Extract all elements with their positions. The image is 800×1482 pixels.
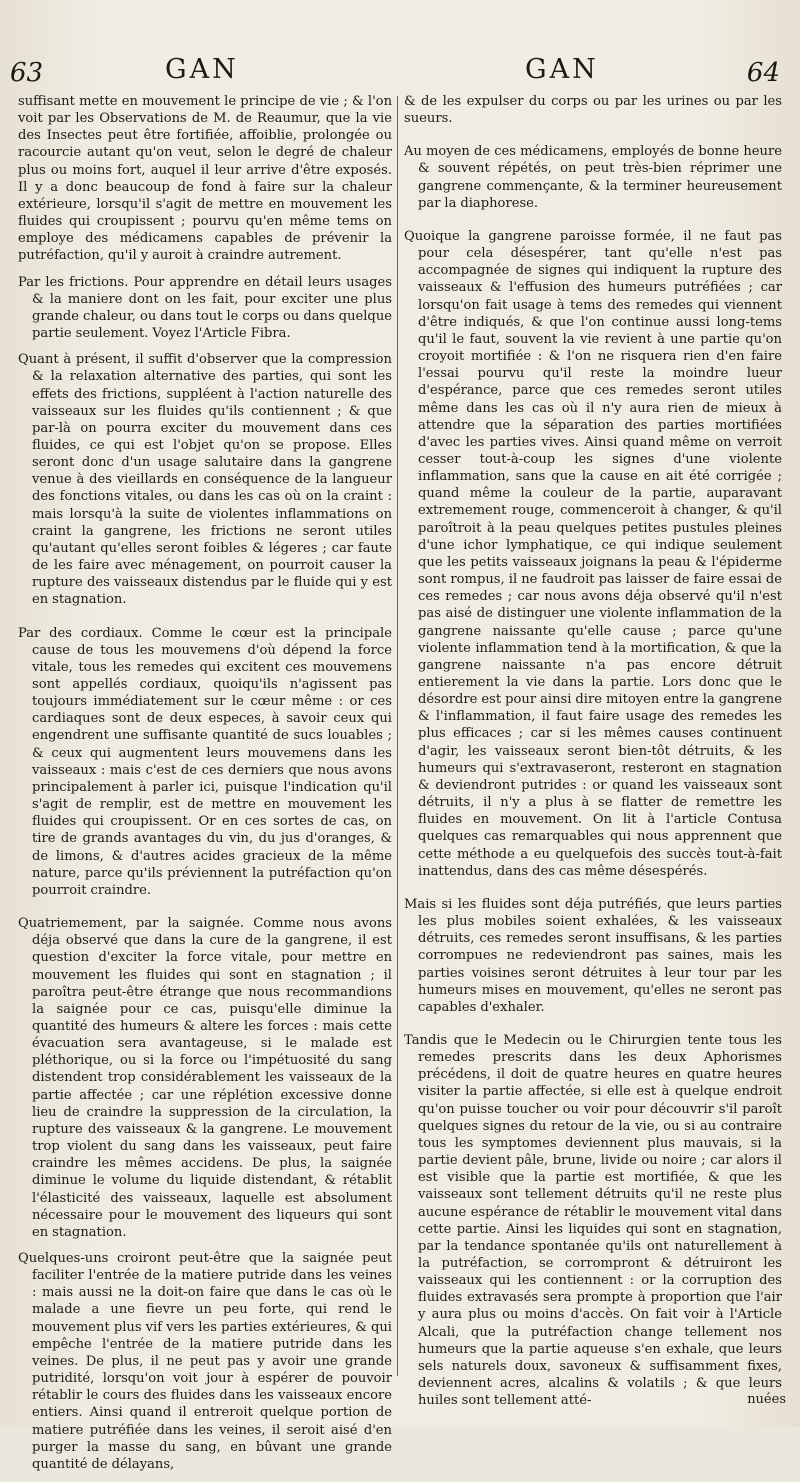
paragraph: Quatriemement, par la saignée. Comme nous avons déja observé que dans la cure de la gangrene, il est question d'exciter la force vitale, pour mettre en mouvement les fluides qui sont en stagnation ; il paroîtra peut-être étrange que nous recommandions la saignée pour ce cas, puisqu'elle diminue la quantité des humeurs & altere les forces : mais cette évacuation sera avantageuse, si le malade est pléthorique, ou si la force ou l'impétuosité du sang distendent trop considérablement les vaisseaux de la partie affectée ; car une réplétion excessive donne lieu de craindre la suppression de la circulation, la rupture des vaisseaux & la gangrene. Le mouvement trop violent du sang dans les vaisseaux, peut faire craindre les mêmes accidens. De plus, la saignée diminue le volume du liquide distendant, & rétablit l'élasticité des vaisseaux, laquelle est absolument nécessaire pour le mouvement des liqueurs qui sont en stagnation.	[18, 916, 392, 1240]
running-head-left: GAN	[165, 54, 239, 85]
right-column	[404, 93, 782, 1418]
paragraph: & de les expulser du corps ou par les urines ou par les sueurs.	[404, 94, 782, 127]
page-number-right: 64	[746, 58, 780, 88]
paragraph: Par les frictions. Pour apprendre en détail leurs usages & la maniere dont on les fait, pour exciter une plus grande chaleur, ou dans tout le corps ou dans quelque partie seulement. Voyez l'Article Fibra.	[18, 274, 392, 342]
paragraph: Mais si les fluides sont déja putréfiés, que leurs parties les plus mobiles soient exhalées, & les vaisseaux détruits, ces remedes seront insuffisans, & les parties corrompues ne redeviendront pas saines, mais les parties voisines seront détruites à leur tour par les humeurs mises en mouvement, qu'elles ne seront pas capables d'exhaler.	[404, 896, 782, 1015]
paragraph: suffisant mette en mouvement le principe de vie ; & l'on voit par les Observations de M. de Reaumur, que la vie des Insectes peut être fortifiée, affoiblie, prolongée ou racourcie autant qu'on veut, selon le degré de chaleur plus ou moins fort, auquel il leur arrive d'être exposés. Il y a donc beaucoup de fond à faire sur la chaleur extérieure, lorsqu'il s'agit de mettre en mouvement les fluides qui croupissent ; pourvu qu'en même tems on employe des médicamens capables de prévenir la putréfaction, qu'il y auroit à craindre autrement.	[18, 94, 392, 264]
page-number-left: 63	[10, 58, 44, 88]
paragraph: Quant à présent, il suffit d'observer que la compression & la relaxation alternative des parties, qui sont les effets des frictions, suppléent à l'action naturelle des vaisseaux sur les fluides qu'ils contiennent ; & que par-là on pourra exciter du mouvement dans ces fluides, ce qui est l'objet qu'on se propose. Elles seront donc d'un usage salutaire dans la gangrene venue à des vieillards en conséquence de la langueur des fonctions vitales, ou dans les cas où on la craint : mais lorsqu'à la suite de violentes inflammations on craint la gangrene, les frictions ne seront utiles qu'autant qu'elles seront foibles & légeres ; car faute de les faire avec ménagement, on pourroit causer la rupture des vaisseaux distendus par le fluide qui y est en stagnation.	[18, 352, 392, 608]
paragraph: Par des cordiaux. Comme le cœur est la principale cause de tous les mouvemens d'où dépend la force vitale, tous les remedes qui excitent ces mouvemens sont appellés cordiaux, quoiqu'ils n'agissent pas toujours immédiatement sur le cœur même : or ces cardiaques sont de deux especes, à savoir ceux qui engendrent une suffisante quantité de sucs louables ; & ceux qui augmentent leurs mouvemens dans les vaisseaux : mais c'est de ces derniers que nous avons principalement à parler ici, puisque l'indication qu'il s'agit de remplir, est de mettre en mouvement les fluides qui croupissent. Or en ces sortes de cas, on tire de grands avantages du vin, du jus d'oranges, & de limons, & d'autres acides gracieux de la même nature, parce qu'ils préviennent la putréfaction qu'on pourroit craindre.	[18, 625, 392, 898]
paragraph: Quoique la gangrene paroisse formée, il ne faut pas pour cela désespérer, tant qu'elle n'est pas accompagnée de signes qui indiquent la rupture des vaisseaux & l'effusion des humeurs putréfiées ; car lorsqu'on fait usage à tems des remedes qui viennent d'être indiqués, & que l'on continue aussi long-tems qu'il le faut, souvent la vie revient à une partie qu'on croyoit mortifiée : & l'on ne risquera rien d'en faire l'essai pourvu qu'il reste la moindre lueur d'espérance, parce que ces remedes seront utiles même dans les cas où il n'y aura rien de mieux à attendre que la séparation des parties mortifiées d'avec les parties vives. Ainsi quand même on verroit cesser tout-à-coup les signes d'une violente inflammation, sans que la cause en ait été corrigée ; quand même la couleur de la partie, auparavant extremement rouge, commenceroit à changer, & qu'il paroîtroit à la peau quelques petites pustules pleines d'une ichor lymphatique, ce qui indique seulement que les petits vaisseaux joignans la peau & l'épiderme sont rompus, il ne faudroit pas laisser de faire essai de ces remedes ; car nous avons déja observé qu'il n'est pas aisé de distinguer une violente inflammation de la gangrene naissante qu'elle cause ; parce qu'une violente inflammation tend à la mortification, & que la gangrene naissante n'a pas encore détruit entierement la vie dans la partie. Lors donc que le désordre est pour ainsi dire mitoyen entre la gangrene & l'inflammation, il faut faire usage des remedes les plus efficaces ; car si les mêmes causes continuent d'agir, les vaisseaux seront bien-tôt détruits, & les humeurs qui s'extravaseront, resteront en stagnation & deviendront putrides : or quand les vaisseaux sont détruits, il n'y a plus à se flatter de remettre les fluides en mouvement. On lit à l'article Contusa quelques cas remarquables qui nous apprennent que cette méthode a eu quelquefois des succès tout-à-fait inattendus, dans des cas même désespérés.	[404, 228, 782, 879]
catchword: nuées	[747, 1392, 786, 1407]
column-rule	[397, 96, 398, 1376]
left-column	[18, 93, 392, 1482]
paragraph: Au moyen de ces médicamens, employés de bonne heure & souvent répétés, on peut très-bien réprimer une gangrene commençante, & la terminer heureusement par la diaphorese.	[404, 144, 782, 211]
paragraph: Quelques-uns croiront peut-être que la saignée peut faciliter l'entrée de la matiere putride dans les veines : mais aussi ne la doit-on faire que dans le cas où le malade a une fievre un peu forte, qui rend le mouvement plus vif vers les parties extérieures, & qui empêche l'entrée de la matiere putride dans les veines. De plus, il ne peut pas y avoir une grande putridité, lorsqu'on voit jour à espérer de pouvoir rétablir le cours des fluides dans les vaisseaux encore entiers. Ainsi quand il entreroit quelque portion de matiere putréfiée dans les veines, il seroit aisé d'en purger la masse du sang, en bûvant une grande quantité de délayans,	[18, 1251, 392, 1472]
paragraph: Tandis que le Medecin ou le Chirurgien tente tous les remedes prescrits dans les deux Aphorismes précédens, il doit de quatre heures en quatre heures visiter la partie affectée, si elle est à quelque endroit qu'on puisse toucher ou voir pour découvrir s'il paroît quelques signes du retour de la vie, ou si au contraire tous les symptomes deviennent plus mauvais, si la partie devient pâle, brune, livide ou noire ; car alors il est visible que la partie est mortifiée, & que les vaisseaux sont tellement détruits qu'il ne reste plus aucune espérance de rétablir le mouvement vital dans cette partie. Ainsi les liquides qui sont en stagnation, par la tendance spontanée qu'ils ont naturellement à la putréfaction, se corrompront & détruiront les vaisseaux qui les contiennent : or la corruption des fluides extravasés sera prompte à proportion que l'air y aura plus ou moins d'accès. On fait voir à l'Article Alcali, que la putréfaction change tellement nos humeurs que la partie aqueuse s'en exhale, que leurs sels naturels doux, savoneux & suffisamment fixes, deviennent acres, alcalins & volatils ; & que leurs huiles sont tellement atté-	[404, 1032, 782, 1409]
running-head-right: GAN	[525, 54, 599, 85]
